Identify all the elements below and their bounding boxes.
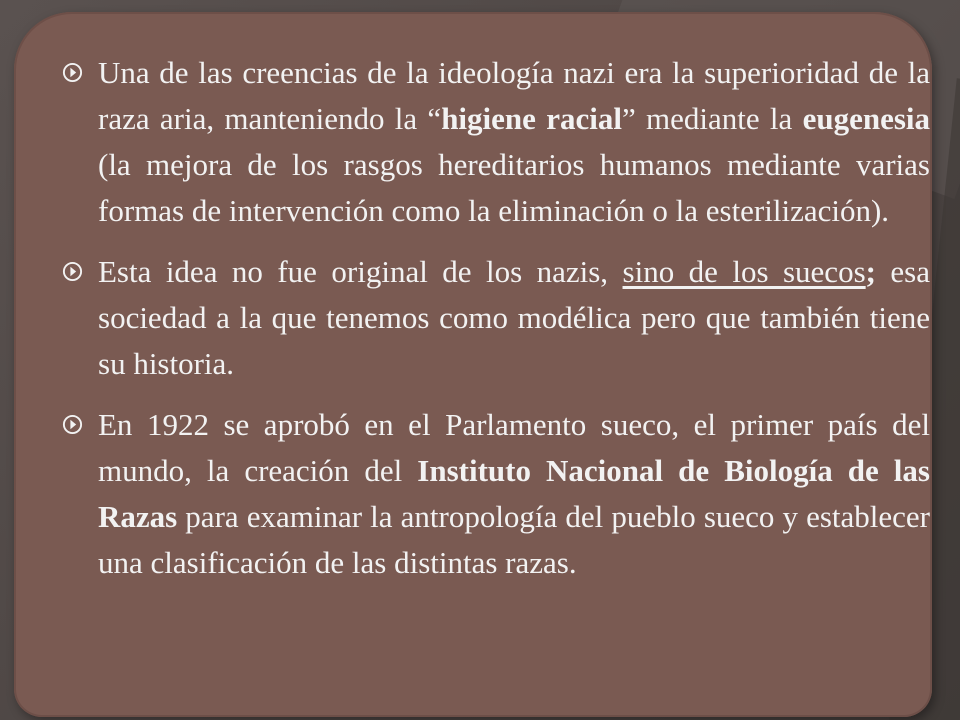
text-segment: (la mejora de los rasgos hereditarios humanos mediante varias formas de intervención como la eliminación o la esterilización). bbox=[98, 147, 930, 228]
text-segment-bold: ; bbox=[865, 254, 876, 289]
circle-arrow-right-icon bbox=[62, 261, 83, 282]
text-segment: En 1922 se aprobó en el Parlamento sueco, el primer país del mundo, la creación del bbox=[98, 407, 930, 488]
bullet-text bbox=[98, 249, 930, 387]
text-segment: esa sociedad a la que tenemos como modélica pero que también tiene su historia. bbox=[98, 254, 931, 381]
bullet-item-eugenics bbox=[62, 50, 930, 234]
text-segment: ” mediante la bbox=[621, 101, 803, 136]
bullet-list bbox=[62, 50, 930, 601]
bullet-text bbox=[98, 402, 930, 586]
bullet-text bbox=[98, 50, 930, 234]
text-segment-underline: sino de los suecos bbox=[622, 254, 866, 289]
text-segment: Una de las creencias de la ideología nazi era la superioridad de la raza aria, manteniendo la “ bbox=[98, 55, 930, 136]
bullet-item-institute bbox=[62, 402, 930, 586]
text-segment-bold: eugenesia bbox=[802, 101, 930, 136]
text-segment: Esta idea no fue original de los nazis, bbox=[98, 254, 623, 289]
text-segment-bold: higiene racial bbox=[441, 101, 622, 136]
circle-arrow-right-icon bbox=[62, 414, 83, 435]
content-panel bbox=[14, 12, 932, 717]
circle-arrow-right-icon bbox=[62, 62, 83, 83]
text-segment: para examinar la antropología del pueblo sueco y establecer una clasificación de las distintas razas. bbox=[98, 499, 930, 580]
text-segment-bold: Instituto Nacional de Biología de las Razas bbox=[98, 453, 930, 534]
bullet-item-swedes bbox=[62, 249, 930, 387]
